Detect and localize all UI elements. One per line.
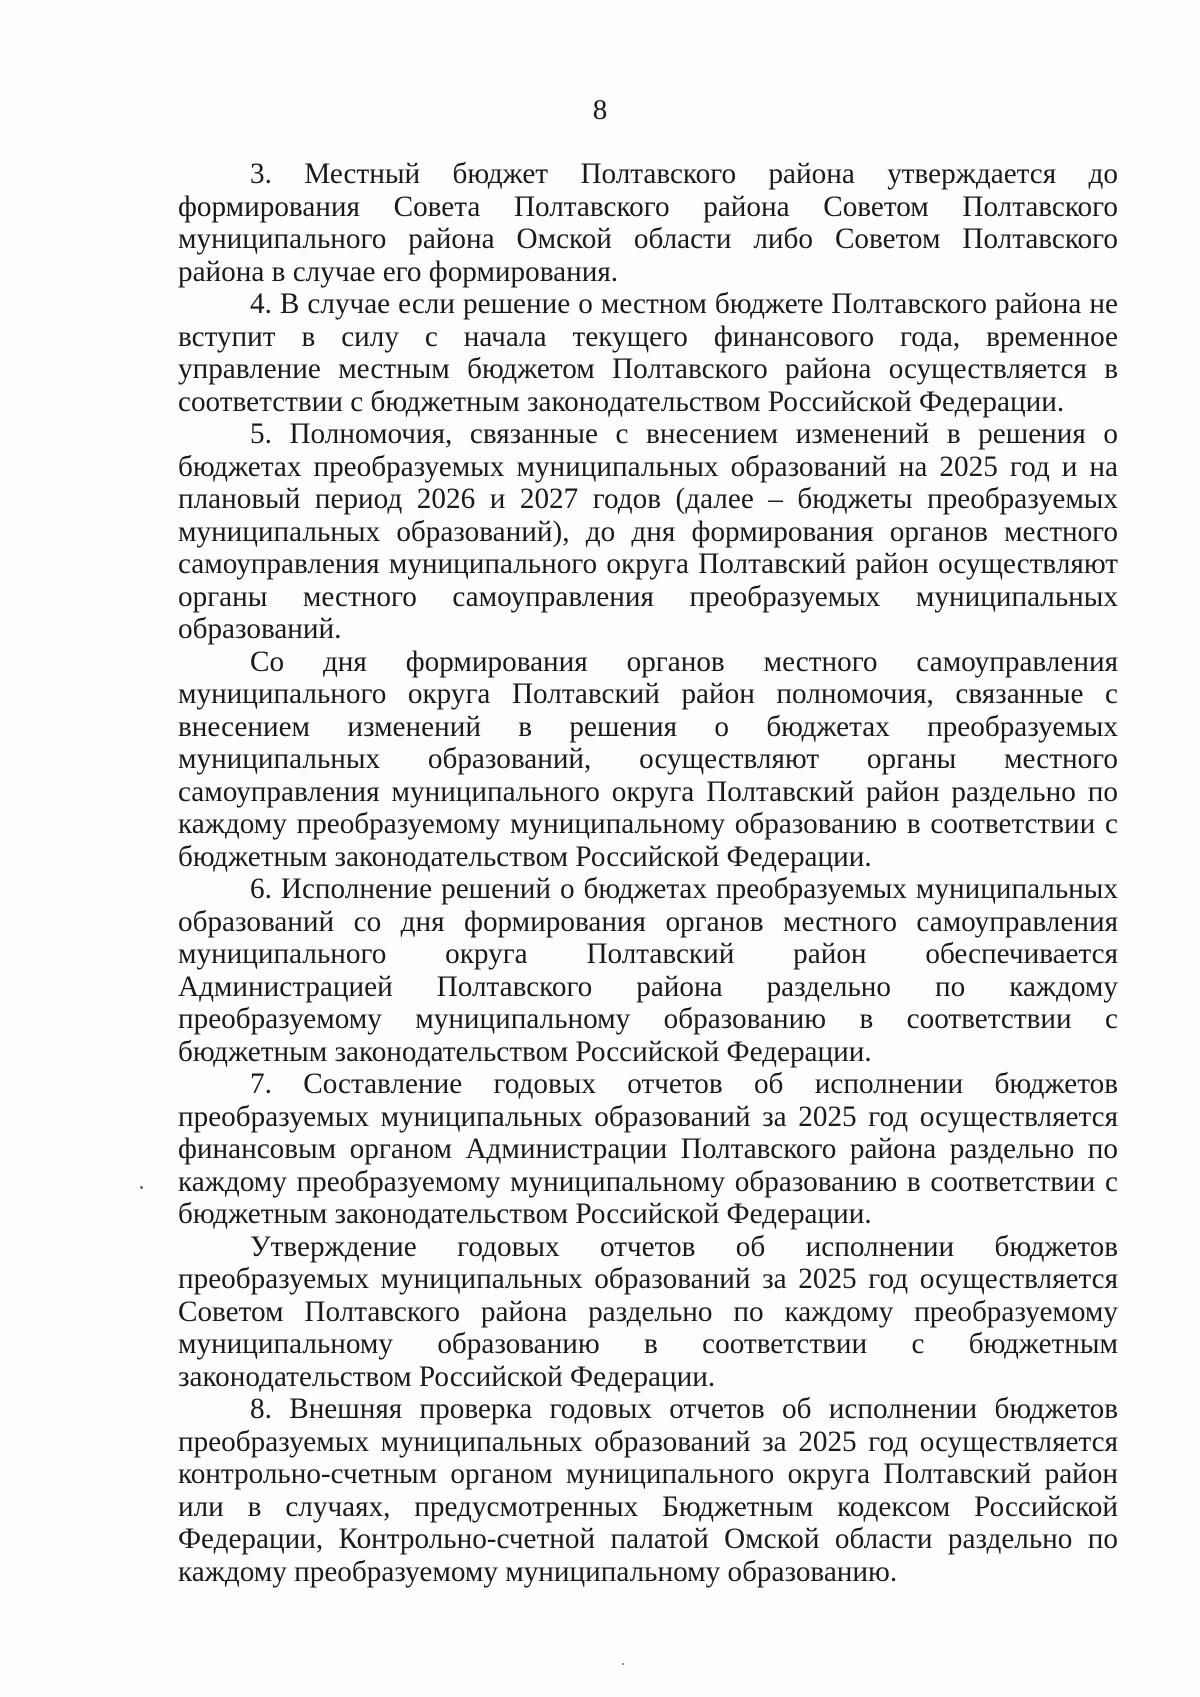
paragraph-item-8: 8. Внешняя проверка годовых отчетов об исполнении бюджетов преобразуемых муниципальных образований за 2025 год осуществляется контрольно-счетным органом муниципального округа Полтавский район или в случаях, предусмотренных Бюджетным кодексом Российской Федерации, Контрольно-счетной палатой Омской области раздельно по каждому преобразуемому муниципальному образованию. (178, 1393, 1118, 1588)
paragraph-item-7: 7. Составление годовых отчетов об исполнении бюджетов преобразуемых муниципальных образований за 2025 год осуществляется финансовым органом Администрации Полтавского района раздельно по каждому преобразуемому муниципальному образованию в соответствии с бюджетным законодательством Российской Федерации. (178, 1068, 1118, 1230)
paragraph-item-7-continued: Утверждение годовых отчетов об исполнении бюджетов преобразуемых муниципальных образований за 2025 год осуществляется Советом Полтавского района раздельно по каждому преобразуемому муниципальному образованию в соответствии с бюджетным законодательством Российской Федерации. (178, 1230, 1118, 1393)
paragraph-item-5-continued: Со дня формирования органов местного самоуправления муниципального округа Полтавский район полномочия, связанные с внесением изменений в решения о бюджетах преобразуемых муниципальных образований, осуществляют органы местного самоуправления муниципального округа Полтавский район раздельно по каждому преобразуемому муниципальному образованию в соответствии с бюджетным законодательством Российской Федерации. (178, 645, 1118, 873)
paragraph-item-4: 4. В случае если решение о местном бюджете Полтавского района не вступит в силу с начала текущего финансового года, временное управление местным бюджетом Полтавского района осуществляется в соответствии с бюджетным законодательством Российской Федерации. (178, 288, 1118, 418)
scan-artifact-dot (622, 1663, 624, 1665)
paragraph-item-3: 3. Местный бюджет Полтавского района утверждается до формирования Совета Полтавского района Советом Полтавского муниципального района Омской области либо Советом Полтавского района в случае его формирования. (178, 158, 1118, 288)
paragraph-item-5: 5. Полномочия, связанные с внесением изменений в решения о бюджетах преобразуемых муниципальных образований на 2025 год и на плановый период 2026 и 2027 годов (далее – бюджеты преобразуемых муниципальных образований), до дня формирования органов местного самоуправления муниципального округа Полтавский район осуществляют органы местного самоуправления преобразуемых муниципальных образований. (178, 418, 1118, 645)
document-body (178, 158, 1118, 1588)
paragraph-item-6: 6. Исполнение решений о бюджетах преобразуемых муниципальных образований со дня формирования органов местного самоуправления муниципального округа Полтавский район обеспечивается Администрацией Полтавского района раздельно по каждому преобразуемому муниципальному образованию в соответствии с бюджетным законодательством Российской Федерации. (178, 873, 1118, 1068)
scan-artifact-dot (140, 1186, 143, 1189)
page-number: 8 (592, 94, 608, 126)
